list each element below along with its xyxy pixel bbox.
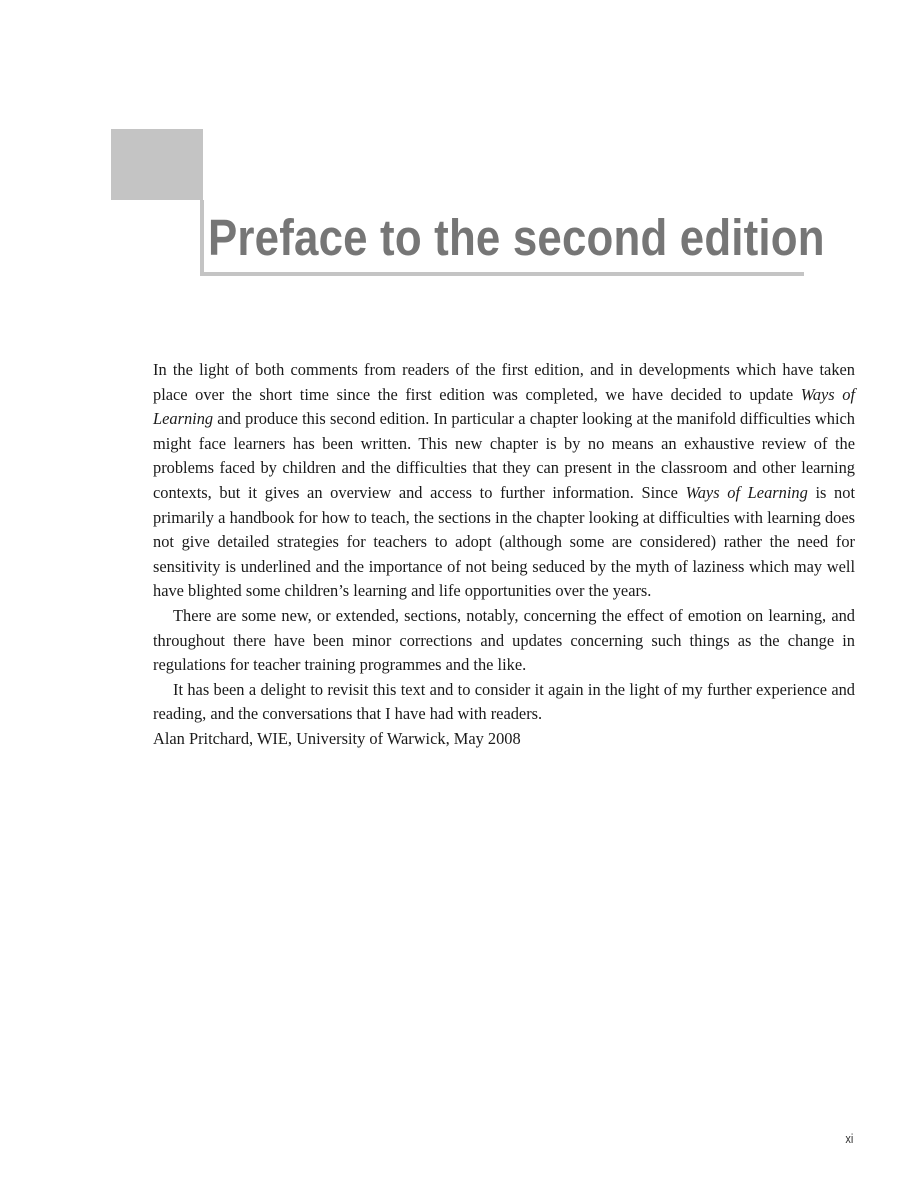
heading-rule-vertical <box>200 200 204 276</box>
preface-body <box>153 358 855 752</box>
heading-decoration-block <box>111 129 203 200</box>
book-title-italic: Ways of Learning <box>153 384 856 429</box>
page-number: xi <box>845 1131 853 1146</box>
paragraph-3-text: It has been a delight to revisit this text and to consider it again in the light of my further experience and reading, and the conversations that I have had with readers. <box>153 679 855 724</box>
paragraph-2-text: There are some new, or extended, sections, notably, concerning the effect of emotion on learning, and throughout there have been minor corrections and updates concerning such things as the change in regulations for teacher training programmes and the like. <box>153 605 855 675</box>
page-title: Preface to the second edition <box>208 209 825 266</box>
paragraph-3 <box>153 678 855 727</box>
author-signature: Alan Pritchard, WIE, University of Warwick, May 2008 <box>153 728 521 748</box>
paragraph-1-text-3: is not primarily a handbook for how to teach, the sections in the chapter looking at difficulties with learning does not give detailed strategies for teachers to adopt (although some are considered) rather the need for sensitivity is underlined and the importance of not being seduced by the myth of laziness which may well have blighted some children’s learning and life opportunities over the years. <box>153 482 855 601</box>
paragraph-2 <box>153 604 855 678</box>
book-title-italic: Ways of Learning <box>685 482 808 502</box>
paragraph-1 <box>153 358 855 604</box>
heading-underline-rule <box>200 272 804 276</box>
paragraph-1-text-1: In the light of both comments from readers of the first edition, and in developments which have taken place over the short time since the first edition was completed, we have decided to update <box>153 360 855 404</box>
paragraph-1-text-2: and produce this second edition. In particular a chapter looking at the manifold difficulties which might face learners has been written. This new chapter is by no means an exhaustive review of the problems faced by children and the difficulties that they can present in the classroom and other learning contexts, but it gives an overview and access to further information. Since <box>153 409 855 502</box>
